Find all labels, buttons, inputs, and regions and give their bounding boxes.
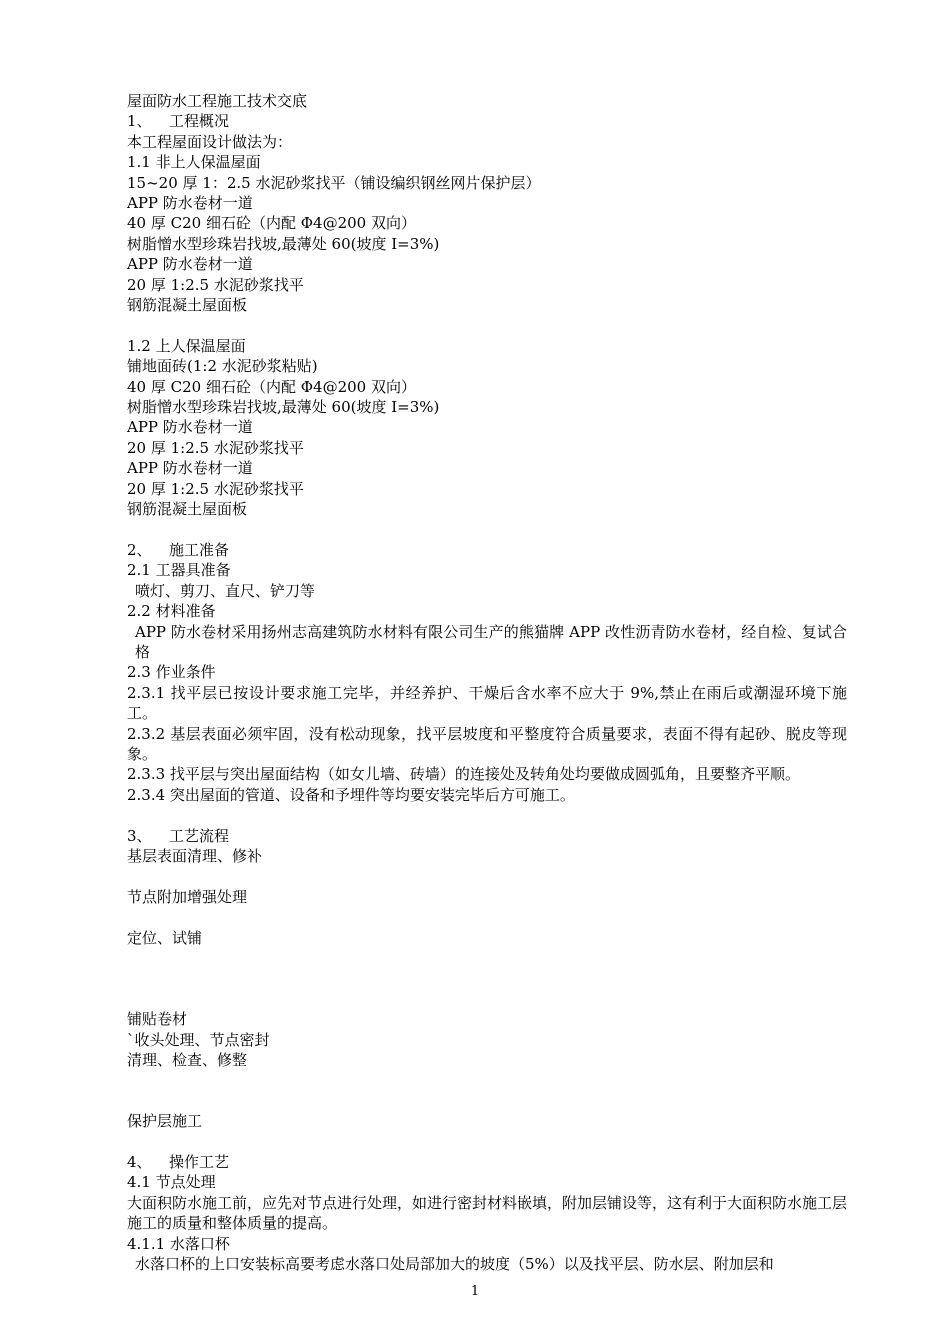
section-1-title: 工程概况	[169, 112, 230, 131]
subsection-4-1-heading: 4.1 节点处理	[127, 1173, 216, 1192]
condition-item: 2.3.4 突出屋面的管道、设备和予埋件等均要安装完毕后方可施工。	[127, 785, 575, 804]
document-body	[127, 91, 847, 1274]
blank-line	[127, 520, 847, 540]
process-step: 铺贴卷材	[127, 1010, 188, 1029]
section-2-number: 2、	[127, 540, 152, 559]
section-1-intro: 本工程屋面设计做法为：	[127, 132, 293, 151]
blank-lines	[127, 948, 847, 1009]
subsection-2-3-heading: 2.3 作业条件	[127, 663, 216, 682]
process-step: `收头处理、节点密封	[127, 1030, 270, 1049]
document-title: 屋面防水工程施工技术交底	[127, 92, 308, 110]
tools-list: 喷灯、剪刀、直尺、铲刀等	[135, 581, 316, 600]
blank-lines	[127, 1070, 847, 1111]
section-3-title: 工艺流程	[169, 826, 230, 845]
condition-item: 2.3.1 找平层已按设计要求施工完毕，并经养护、干燥后含水率不应大于 9%,禁止在雨后或潮湿环境下施工。	[127, 683, 847, 723]
layer-item: 树脂憎水型珍珠岩找坡,最薄处 60(坡度 I=3%)	[127, 234, 440, 253]
section-2-title: 施工准备	[169, 540, 230, 559]
section-4-number: 4、	[127, 1152, 152, 1171]
layer-item: 20 厚 1:2.5 水泥砂浆找平	[127, 275, 304, 294]
layer-item: APP 防水卷材一道	[127, 255, 253, 274]
subsection-4-1-1-heading: 4.1.1 水落口杯	[127, 1234, 230, 1253]
subsection-1-1-heading: 1.1 非上人保温屋面	[127, 153, 261, 172]
blank-line	[127, 1132, 847, 1152]
section-2-heading	[127, 540, 847, 560]
section-3-number: 3、	[127, 826, 152, 845]
section-1-number: 1、	[127, 112, 152, 131]
layer-item: 钢筋混凝土屋面板	[127, 296, 248, 315]
process-step: 节点附加增强处理	[127, 887, 248, 906]
layer-item: 铺地面砖(1:2 水泥砂浆粘贴)	[127, 357, 318, 376]
section-3-heading	[127, 826, 847, 846]
blank-line	[127, 907, 847, 927]
subsection-2-2-heading: 2.2 材料准备	[127, 602, 216, 621]
layer-item: APP 防水卷材一道	[127, 194, 253, 213]
layer-item: 15~20 厚 1：2.5 水泥砂浆找平（铺设编织钢丝网片保护层）	[127, 173, 541, 192]
blank-line	[127, 315, 847, 335]
blank-line	[127, 805, 847, 825]
subsection-2-1-heading: 2.1 工器具准备	[127, 561, 231, 580]
subsection-1-2-heading: 1.2 上人保温屋面	[127, 336, 246, 355]
layer-item: APP 防水卷材一道	[127, 459, 253, 478]
section-4-title: 操作工艺	[169, 1152, 230, 1171]
process-step: 清理、检查、修整	[127, 1050, 248, 1069]
layer-item: 树脂憎水型珍珠岩找坡,最薄处 60(坡度 I=3%)	[127, 398, 440, 417]
materials-text: APP 防水卷材采用扬州志高建筑防水材料有限公司生产的熊猫牌 APP 改性沥青防水卷材，经自检、复试合格	[135, 622, 847, 661]
layer-item: APP 防水卷材一道	[127, 418, 253, 437]
layer-item: 钢筋混凝土屋面板	[127, 500, 248, 519]
condition-item: 2.3.2 基层表面必须牢固，没有松动现象，找平层坡度和平整度符合质量要求，表面不得有起砂、脱皮等现象。	[127, 724, 847, 763]
blank-line	[127, 866, 847, 886]
section-1-heading	[127, 111, 847, 131]
condition-item: 2.3.3 找平层与突出屋面结构（如女儿墙、砖墙）的连接处及转角处均要做成圆弧角，且要整齐平顺。	[127, 765, 800, 784]
layer-item: 20 厚 1:2.5 水泥砂浆找平	[127, 479, 304, 498]
layer-item: 20 厚 1:2.5 水泥砂浆找平	[127, 438, 304, 457]
process-step: 定位、试铺	[127, 928, 203, 947]
page-number: 1	[470, 1284, 480, 1299]
section-4-heading	[127, 1152, 847, 1172]
layer-item: 40 厚 C20 细石砼（内配 Φ4@200 双向）	[127, 377, 416, 396]
process-step: 基层表面清理、修补	[127, 846, 263, 865]
drain-cup-text: 水落口杯的上口安装标高要考虑水落口处局部加大的坡度（5%）以及找平层、防水层、附加层和	[135, 1255, 774, 1274]
process-step: 保护层施工	[127, 1112, 203, 1131]
node-treatment-text: 大面积防水施工前，应先对节点进行处理，如进行密封材料嵌填，附加层铺设等，这有利于大面积防水施工层施工的质量和整体质量的提高。	[127, 1193, 848, 1233]
layer-item: 40 厚 C20 细石砼（内配 Φ4@200 双向）	[127, 214, 416, 233]
